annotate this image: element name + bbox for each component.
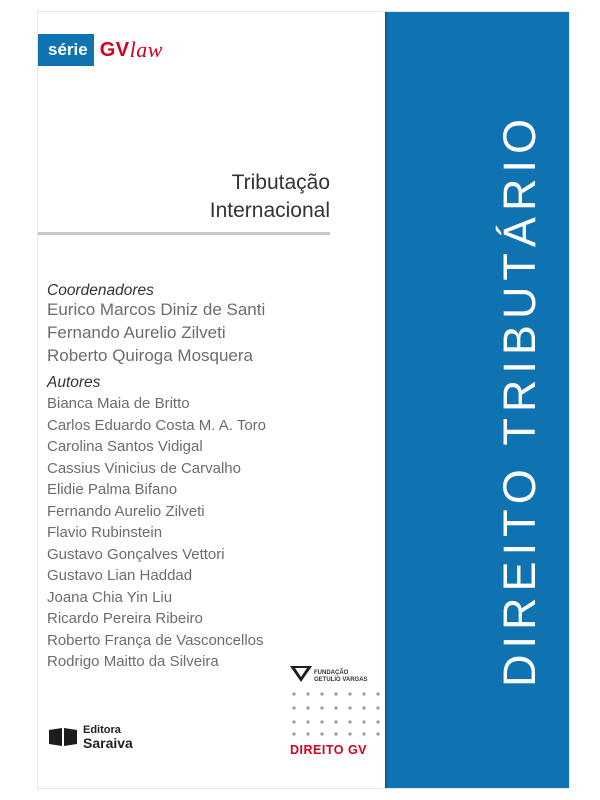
book-title-line-1: Tributação — [231, 171, 330, 194]
author-name: Elidie Palma Bifano — [47, 481, 178, 498]
authors-list — [47, 393, 266, 673]
fgv-logo-text — [314, 670, 368, 684]
author-name: Roberto França de Vasconcellos — [47, 631, 264, 649]
series-prefix: série — [38, 34, 94, 66]
fgv-logo-line-2: GETULIO VARGAS — [314, 677, 368, 683]
coordinators-label: Coordenadores — [47, 282, 154, 299]
book-title — [210, 169, 330, 225]
coordinator-name: Fernando Aurelio Zilveti — [47, 323, 226, 342]
author-name: Flavio Rubinstein — [47, 524, 163, 541]
publisher-line-2: Saraiva — [83, 735, 133, 751]
author-name: Carlos Eduardo Costa M. A. Toro — [47, 416, 266, 434]
coordinators-list — [47, 298, 265, 367]
book-title-line-2: Internacional — [209, 199, 330, 222]
author-name: Ricardo Pereira Ribeiro — [47, 610, 203, 627]
fgv-logo — [290, 666, 380, 740]
author-name: Bianca Maia de Britto — [47, 395, 190, 412]
spine-title: DIREITO TRIBUTÁRIO — [494, 113, 545, 687]
spine-panel — [387, 12, 569, 788]
author-name: Fernando Aurelio Zilveti — [47, 502, 205, 520]
fgv-logo-line-1: FUNDAÇÃO — [314, 670, 349, 676]
fgv-chevron-icon — [290, 666, 312, 682]
author-name: Carolina Santos Vidigal — [47, 438, 203, 455]
author-name: Cassius Vinicius de Carvalho — [47, 459, 241, 477]
series-brand-gv: GV — [99, 38, 130, 61]
coordinator-name: Roberto Quiroga Mosquera — [47, 346, 254, 365]
book-cover — [38, 12, 569, 788]
publisher-line-1: Editora — [83, 724, 121, 736]
publisher-logo — [48, 724, 133, 750]
author-name: Gustavo Gonçalves Vettori — [47, 545, 225, 563]
coordinator-name: Eurico Marcos Diniz de Santi — [47, 300, 266, 319]
series-brand — [94, 34, 163, 66]
author-name: Joana Chia Yin Liu — [47, 588, 173, 606]
authors-label: Autores — [47, 374, 101, 391]
series-badge — [38, 34, 163, 66]
fgv-dot-pattern — [290, 690, 380, 736]
author-name: Rodrigo Maitto da Silveira — [47, 653, 219, 670]
series-brand-law: law — [129, 37, 163, 62]
title-divider — [38, 232, 330, 235]
author-name: Gustavo Lian Haddad — [47, 567, 193, 584]
open-book-icon — [48, 727, 78, 747]
direito-gv-logo: DIREITO GV — [290, 743, 368, 757]
